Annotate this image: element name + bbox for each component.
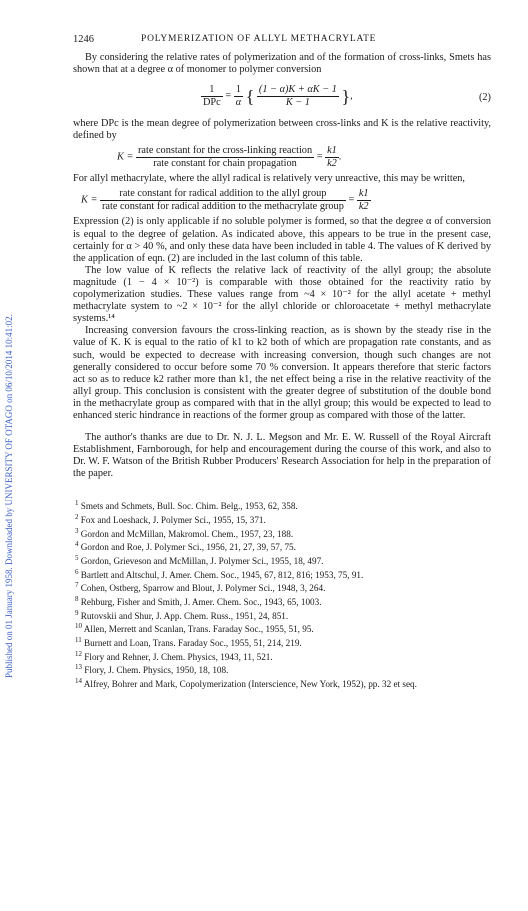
paragraph-expression: Expression (2) is only applicable if no soluble polymer is formed, so that the degree α of conversion is equal to the degree of gelation. As indicated above, this appears to be true in the present case, certainly for α > 40 %, and only these data have been included in table 4. The values of K derived by the application of eqn. (2) are included in the last column of this table. [73,216,491,264]
paragraph-where: where DPc is the mean degree of polymerization between cross-links and K is the relative reactivity, defined by [73,118,491,142]
eq-k2-fraction [100,188,346,213]
reference-item: $^{13}$ Flory, J. Chem. Physics, 1950, 18, 108. [75,663,229,676]
eq-k1-ratio [325,145,339,170]
eq2-coef-den: α [235,97,242,109]
reference-item: $^6$ Bartlett and Altschul, J. Amer. Chem. Soc., 1945, 67, 812, 816; 1953, 75, 91. [75,567,364,580]
eq-k1-den: rate constant for chain propagation [153,158,297,170]
eq-k2-ratio [357,188,371,213]
eq2-coef-num: 1 [234,84,243,97]
eq2-inner-den: K − 1 [285,97,310,109]
reference-item: $^7$ Cohen, Ostberg, Sparrow and Blout, J. Polymer Sci., 1948, 3, 264. [75,581,326,594]
reference-item: $^{14}$ Alfrey, Bohrer and Mark, Copolymerization (Interscience, New York, 1952), pp. 32 et seq. [75,676,417,690]
eq-k1-ratio-den: k2 [327,158,337,170]
eq-k1-fraction [136,145,314,170]
running-title: POLYMERIZATION OF ALLYL METHACRYLATE [141,34,377,44]
eq-k1-num: rate constant for the cross-linking reaction [137,145,313,157]
eq-k2-ratio-den: k2 [358,201,369,213]
eq-k2-ratio-num: k1 [358,188,369,200]
paragraph-allyl: For allyl methacrylate, where the allyl radical is relatively very unreactive, this may be written, [73,173,465,185]
equation-number: (2) [478,92,491,104]
reference-item: $^2$ Fox and Loeshack, J. Polymer Sci., 1955, 15, 371. [75,513,266,526]
reference-item: $^{12}$ Flory and Rehner, J. Chem. Physics, 1943, 11, 521. [75,649,273,662]
eq-k1-lhs: K = [117,151,134,163]
references-list [73,498,491,689]
reference-item: $^4$ Gordon and Roe, J. Polymer Sci., 1956, 21, 27, 39, 57, 75. [75,540,296,553]
eq2-coef-fraction [234,84,243,109]
eq2-inner-num: (1 − α)K + αK − 1 [258,84,337,96]
reference-item: $^{10}$ Allen, Merrett and Scanlan, Trans. Faraday Soc., 1955, 51, 95. [75,622,314,635]
download-notice: Published on 01 January 1958. Downloaded by UNIVERSITY OF OTAGO on 06/10/2014 10:41:02. [4,314,14,678]
paragraph-conversion: Increasing conversion favours the cross-linking reaction, as is shown by the steady rise in the value of K. K is equal to the ratio of k1 to k2 both of which are propagation rate constants, and as such, would be expected to decrease with increasing conversion, though such changes are not generally considered to occur before some 70 % conversion. It appears therefore that steric factors act so as to reduce k2 rather more than k1, the net effect being a rise in the relative reactivity of the allyl group. This conclusion is consistent with the greater degree of substitution of the double bond in the methacrylate group as compared with that in the allyl group; this would be expected to lead to enhanced steric hindrance in reactions of the former group as compared with those of the latter. [73,325,491,421]
equation-k-definition: K = $\frac{\text{rate constant for the cross-linking reaction}}{\text{rate constant for chain propagation}}$ = $\frac{k1}{k2}$ . [117,145,342,170]
download-watermark [4,118,16,678]
eq2-lhs-den: DPc [203,97,221,109]
eq-k2-den: rate constant for radical addition to the methacrylate group [101,201,344,213]
eq2-inner-fraction [257,84,339,109]
eq2-lhs-fraction [201,84,223,109]
reference-item: $^{11}$ Burnett and Loan, Trans. Faraday Soc., 1955, 51, 214, 219. [75,636,302,649]
equation-2: $\frac{1}{\text{DPc}}$ = $\frac{1}{\alpha}$ { $\frac{(1 - \alpha)K + \alpha K - 1}{K - 1}$ }, (2) [203,84,491,109]
page-number: 1246 [73,34,94,45]
paragraph-intro: By considering the relative rates of polymerization and of the formation of cross-links, Smets has shown that at a degree α of monomer to polymer conversion [73,52,491,76]
reference-item: $^3$ Gordon and McMillan, Makromol. Chem., 1957, 23, 188. [75,526,294,539]
reference-item: $^5$ Gordon, Grieveson and McMillan, J. Polymer Sci., 1955, 18, 497. [75,554,324,567]
paper-page [73,0,491,690]
acknowledgements: The author's thanks are due to Dr. N. J. L. Megson and Mr. E. W. Russell of the Royal Aircraft Establishment, Farnborough, for help and encouragement during the course of this work, and also to Dr. W. F. Watson of the British Rubber Producers' Research Association for help in the preparation of the paper. [73,432,491,480]
eq-k1-ratio-num: k1 [327,145,337,157]
eq-k2-num: rate constant for radical addition to the allyl group [100,188,346,201]
running-head [73,34,491,52]
eq2-lhs-num: 1 [201,84,223,97]
reference-item: $^1$ Smets and Schmets, Bull. Soc. Chim. Belg., 1953, 62, 358. [75,499,298,512]
reference-item: $^8$ Rehburg, Fisher and Smith, J. Amer. Chem. Soc., 1943, 65, 1003. [75,595,322,608]
equation-k-allyl: K = $\frac{\text{rate constant for radical addition to the allyl group}}{\text{rate constant for radical addition to the methacrylate group}}$ = $\frac{k1}{k2}$ [81,188,369,213]
eq-k2-lhs: K = [81,194,98,206]
reference-item: $^9$ Rutovskii and Shur, J. App. Chem. Russ., 1951, 24, 851. [75,608,289,621]
paragraph-low-value: The low value of K reflects the relative lack of reactivity of the allyl group; the absolute magnitude (1 − 4 × 10⁻²) is comparable with those obtained for the reactivity ratio by copolymerization studies. These values range from ~4 × 10⁻² for the allyl acetate + methyl methacrylate system to ~2 × 10⁻² for the allyl chloride or chloroacetate + methyl methacrylate systems.¹⁴ [73,264,491,325]
